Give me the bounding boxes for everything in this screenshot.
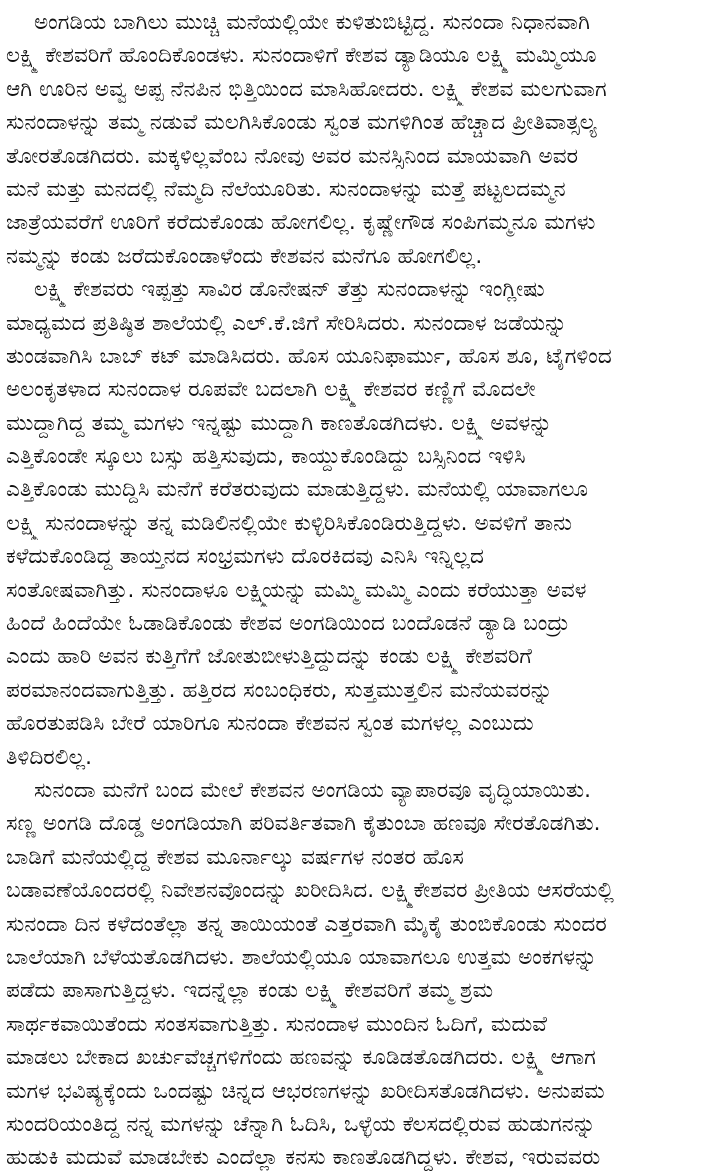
text-line: ಲಕ್ಷ್ಮಿ ಸುನಂದಾಳನ್ನು ತನ್ನ ಮಡಿಲಿನಲ್ಲಿಯೇ ಕುಳ್ಳಿರಿಸಿಕೊಂಡಿರುತ್ತಿದ್ದಳು. ಅವಳಿಗೆ ತಾನು <box>6 510 573 536</box>
text-line: ಮಗಳ ಭವಿಷ್ಯಕ್ಕೆಂದು ಒಂದಷ್ಟು ಚಿನ್ನದ ಆಭರಣಗಳನ್ನು ಖರೀದಿಸತೊಡಗಿದಳು. ಅನುಪಮ <box>6 1078 605 1104</box>
text-line: ನಮ್ಮನ್ನು ಕಂಡು ಜರೆದುಕೊಂಡಾಳೆಂದು ಕೇಶವನ ಮನೆಗೂ ಹೋಗಲಿಲ್ಲ. <box>6 243 483 269</box>
text-line: ಹೊರತುಪಡಿಸಿ ಬೇರೆ ಯಾರಿಗೂ ಸುನಂದಾ ಕೇಶವನ ಸ್ವಂತ ಮಗಳಲ್ಲ ಎಂಬುದು <box>6 711 534 737</box>
text-line: ಸುನಂದಾ ಮನೆಗೆ ಬಂದ ಮೇಲೆ ಕೇಶವನ ಅಂಗಡಿಯ ವ್ಯಾಪಾರವೂ ವೃದ್ಧಿಯಾಯಿತು. <box>34 777 592 803</box>
text-line: ಕಳೆದುಕೊಂಡಿದ್ದ ತಾಯ್ತನದ ಸಂಭ್ರಮಗಳು ದೊರಕಿದವು ಎನಿಸಿ ಇನ್ನಿಲ್ಲದ <box>6 544 485 570</box>
text-line: ಪಡೆದು ಪಾಸಾಗುತ್ತಿದ್ದಳು. ಇದನ್ನೆಲ್ಲಾ ಕಂಡು ಲಕ್ಷ್ಮಿ ಕೇಶವರಿಗೆ ತಮ್ಮ ಶ್ರಮ <box>6 978 494 1004</box>
text-line: ಸುನಂದಾ ದಿನ ಕಳೆದಂತೆಲ್ಲಾ ತನ್ನ ತಾಯಿಯಂತೆ ಎತ್ತರವಾಗಿ ಮೈಕೈ ತುಂಬಿಕೊಂಡು ಸುಂದರ <box>6 911 607 937</box>
paragraph-2 <box>6 273 714 774</box>
text-line: ಸಾರ್ಥಕವಾಯಿತೆಂದು ಸಂತಸವಾಗುತ್ತಿತ್ತು. ಸುನಂದಾಳ ಮುಂದಿನ ಓದಿಗೆ, ಮದುವೆ <box>6 1011 548 1037</box>
text-line: ಹಿಂದೆ ಹಿಂದೆಯೇ ಓಡಾಡಿಕೊಂಡು ಕೇಶವ ಅಂಗಡಿಯಿಂದ ಬಂದೊಡನೆ ಡ್ಯಾಡಿ ಬಂದ್ರು <box>6 611 570 637</box>
text-line: ಬಾಲೆಯಾಗಿ ಬೆಳೆಯತೊಡಗಿದಳು. ಶಾಲೆಯಲ್ಲಿಯೂ ಯಾವಾಗಲೂ ಉತ್ತಮ ಅಂಕಗಳನ್ನು <box>6 944 597 970</box>
text-line: ಲಕ್ಷ್ಮಿ ಕೇಶವರು ಇಪ್ಪತ್ತು ಸಾವಿರ ಡೊನೇಷನ್ ತೆತ್ತು ಸುನಂದಾಳನ್ನು ಇಂಗ್ಲೀಷು <box>34 277 545 303</box>
text-line: ಅಲಂಕೃತಳಾದ ಸುನಂದಾಳ ರೂಪವೇ ಬದಲಾಗಿ ಲಕ್ಷ್ಮಿ ಕೇಶವರ ಕಣ್ಣಿಗೆ ಮೊದಲೇ <box>6 377 536 403</box>
text-line: ಮುದ್ದಾಗಿದ್ದ ತಮ್ಮ ಮಗಳು ಇನ್ನಷ್ಟು ಮುದ್ದಾಗಿ ಕಾಣತೊಡಗಿದಳು. ಲಕ್ಷ್ಮಿ ಅವಳನ್ನು <box>6 410 553 436</box>
text-line: ಸುನಂದಾಳನ್ನು ತಮ್ಮ ನಡುವೆ ಮಲಗಿಸಿಕೊಂಡು ಸ್ವಂತ ಮಗಳಿಗಿಂತ ಹೆಚ್ಚಾದ ಪ್ರೀತಿವಾತ್ಸಲ್ಯ <box>6 110 597 136</box>
text-line: ಎತ್ತಿಕೊಂಡು ಮುದ್ದಿಸಿ ಮನೆಗೆ ಕರೆತರುವುದು ಮಾಡುತ್ತಿದ್ದಳು. ಮನೆಯಲ್ಲಿ ಯಾವಾಗಲೂ <box>6 477 589 503</box>
text-line: ಎತ್ತಿಕೊಂಡೇ ಸ್ಕೂಲು ಬಸ್ಸು ಹತ್ತಿಸುವುದು, ಕಾಯ್ದುಕೊಂಡಿದ್ದು ಬಸ್ಸಿನಿಂದ ಇಳಿಸಿ <box>6 444 526 470</box>
text-line: ಬಾಡಿಗೆ ಮನೆಯಲ್ಲಿದ್ದ ಕೇಶವ ಮೂರ್ನಾಲ್ಕು ವರ್ಷಗಳ ನಂತರ ಹೊಸ <box>6 844 464 870</box>
paragraph-3 <box>6 774 714 1175</box>
text-line: ಪರಮಾನಂದವಾಗುತ್ತಿತ್ತು. ಹತ್ತಿರದ ಸಂಬಂಧಿಕರು, ಸುತ್ತಮುತ್ತಲಿನ ಮನೆಯವರನ್ನು <box>6 677 553 703</box>
text-line: ತಿಳಿದಿರಲಿಲ್ಲ. <box>6 744 93 770</box>
text-line: ತುಂಡವಾಗಿಸಿ ಬಾಬ್ ಕಟ್ ಮಾಡಿಸಿದರು. ಹೊಸ ಯೂನಿಫಾರ್ಮು, ಹೊಸ ಶೂ, ಟೈಗಳಿಂದ <box>6 343 612 369</box>
text-line: ಮನೆ ಮತ್ತು ಮನದಲ್ಲಿ ನೆಮ್ಮದಿ ನೆಲೆಯೂರಿತು. ಸುನಂದಾಳನ್ನು ಮತ್ತೆ ಪಟ್ಟಲದಮ್ಮನ <box>6 176 566 202</box>
text-line: ತೋರತೊಡಗಿದರು. ಮಕ್ಕಳಿಲ್ಲವೆಂಬ ನೋವು ಅವರ ಮನಸ್ಸಿನಿಂದ ಮಾಯವಾಗಿ ಅವರ <box>6 143 579 169</box>
text-line: ಮಾಡಲು ಬೇಕಾದ ಖರ್ಚುವೆಚ್ಚಗಳಿಗೆಂದು ಹಣವನ್ನು ಕೂಡಿಡತೊಡಗಿದರು. ಲಕ್ಷ್ಮಿ ಆಗಾಗ <box>6 1045 596 1071</box>
text-line: ಆಗಿ ಊರಿನ ಅವ್ವ ಅಪ್ಪ ನೆನಪಿನ ಭಿತ್ತಿಯಿಂದ ಮಾಸಿಹೋದರು. ಲಕ್ಷ್ಮಿ ಕೇಶವ ಮಲಗುವಾಗ <box>6 76 607 102</box>
text-line: ಮಾಧ್ಯಮದ ಪ್ರತಿಷ್ಠಿತ ಶಾಲೆಯಲ್ಲಿ ಎಲ್.ಕೆ.ಜಿಗೆ ಸೇರಿಸಿದರು. ಸುನಂದಾಳ ಜಡೆಯನ್ನು <box>6 310 567 336</box>
paragraph-1 <box>6 6 714 273</box>
text-line: ಎಂದು ಹಾರಿ ಅವನ ಕುತ್ತಿಗೆಗೆ ಜೋತುಬೀಳುತ್ತಿದ್ದುದನ್ನು ಕಂಡು ಲಕ್ಷ್ಮಿ ಕೇಶವರಿಗೆ <box>6 644 533 670</box>
text-line: ಬಡಾವಣೆಯೊಂದರಲ್ಲಿ ನಿವೇಶನವೊಂದನ್ನು ಖರೀದಿಸಿದ. ಲಕ್ಷ್ಮಿಕೇಶವರ ಪ್ರೀತಿಯ ಆಸರೆಯಲ್ಲಿ <box>6 878 615 904</box>
text-line: ಸಣ್ಣ ಅಂಗಡಿ ದೊಡ್ಡ ಅಂಗಡಿಯಾಗಿ ಪರಿವರ್ತಿತವಾಗಿ ಕೈತುಂಬಾ ಹಣವೂ ಸೇರತೊಡಗಿತು. <box>6 811 601 837</box>
text-line: ಅಂಗಡಿಯ ಬಾಗಿಲು ಮುಚ್ಚಿ ಮನೆಯಲ್ಲಿಯೇ ಕುಳಿತುಬಿಟ್ಟಿದ್ದ. ಸುನಂದಾ ನಿಧಾನವಾಗಿ <box>34 10 590 35</box>
text-line: ಸಂತೋಷವಾಗಿತ್ತು. ಸುನಂದಾಳೂ ಲಕ್ಷ್ಮಿಯನ್ನು ಮಮ್ಮಿ ಮಮ್ಮಿ ಎಂದು ಕರೆಯುತ್ತಾ ಅವಳ <box>6 577 587 603</box>
text-line: ಜಾತ್ರೆಯವರೆಗೆ ಊರಿಗೆ ಕರೆದುಕೊಂಡು ಹೋಗಲಿಲ್ಲ. ಕೃಷ್ಣೇಗೌಡ ಸಂಪಿಗಮ್ಮನೂ ಮಗಳು <box>6 210 596 236</box>
text-line: ಹುಡುಕಿ ಮದುವೆ ಮಾಡಬೇಕು ಎಂದೆಲ್ಲಾ ಕನಸು ಕಾಣತೊಡಗಿದ್ದಳು. ಕೇಶವ, ಇರುವವರು <box>6 1145 601 1171</box>
text-line: ಸುಂದರಿಯಂತಿದ್ದ ನನ್ನ ಮಗಳನ್ನು ಚೆನ್ನಾಗಿ ಓದಿಸಿ, ಒಳ್ಳೆಯ ಕೆಲಸದಲ್ಲಿರುವ ಹುಡುಗನನ್ನು <box>6 1111 596 1137</box>
text-line: ಲಕ್ಷ್ಮಿ ಕೇಶವರಿಗೆ ಹೊಂದಿಕೊಂಡಳು. ಸುನಂದಾಳಿಗೆ ಕೇಶವ ಡ್ಯಾಡಿಯೂ ಲಕ್ಷ್ಮಿ ಮಮ್ಮಿಯೂ <box>6 43 597 69</box>
